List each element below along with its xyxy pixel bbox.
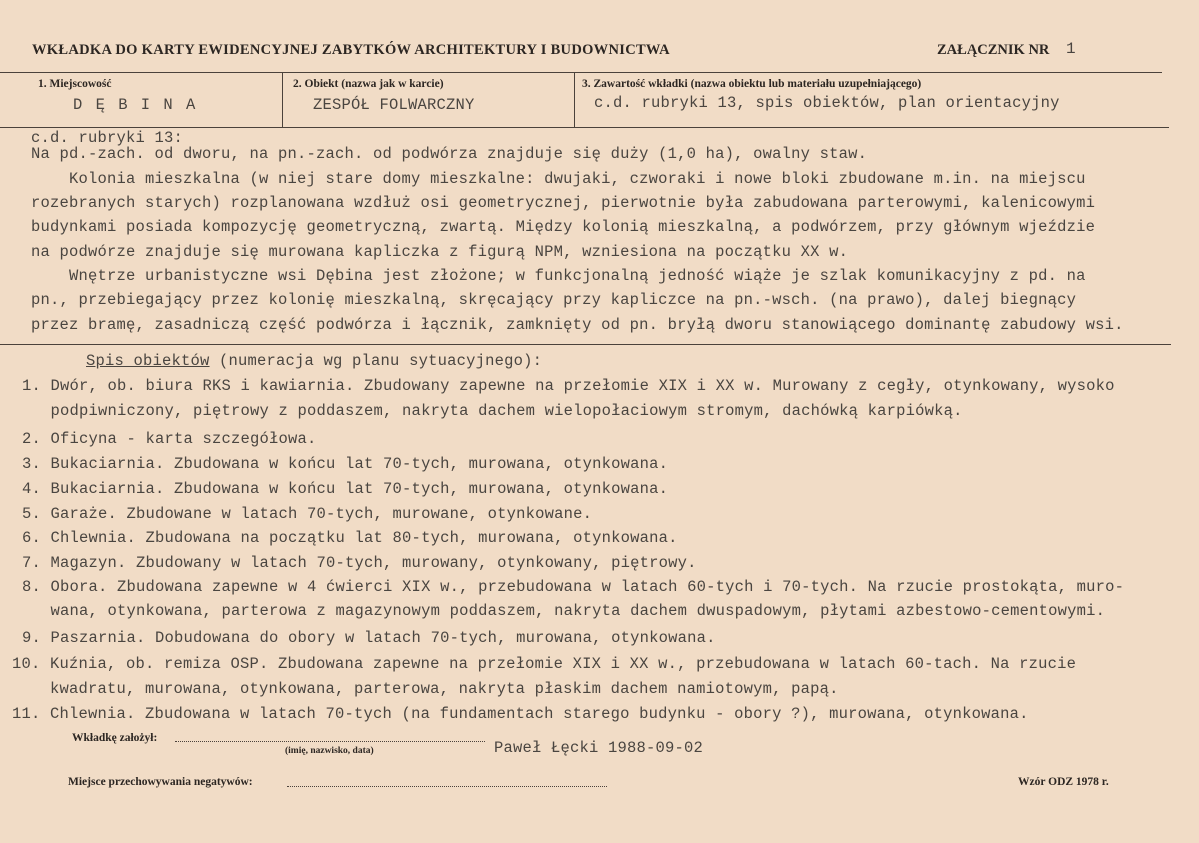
prepared-by-label: Wkładkę założył: [72,732,158,744]
objects-list-heading [86,352,542,370]
contents-label: 3. Zawartość wkładki (nazwa obiektu lub materiału uzupełniającego) [582,78,922,90]
object-entry-line: 10. Kuźnia, ob. remiza OSP. Zbudowana zapewne na przełomie XIX i XX w., przebudowana w latach 60-tach. Na rzucie [12,655,1077,673]
continuation-line: Na pd.-zach. od dworu, na pn.-zach. od podwórza znajduje się duży (1,0 ha), owalny staw. [31,145,868,163]
object-entry-line: 4. Bukaciarnia. Zbudowana w końcu lat 70-tych, murowana, otynkowana. [22,480,669,498]
object-entry-line: wana, otynkowana, parterowa z magazynowym poddaszem, nakryta dachem dwuspadowym, płytami azbestowo-cementowymi. [22,602,1106,620]
continuation-line: Wnętrze urbanistyczne wsi Dębina jest złożone; w funkcjonalną jedność wiąże je szlak komunikacyjny z pd. na [31,267,1086,285]
continuation-line: Kolonia mieszkalna (w niej stare domy mieszkalne: dwujaki, czworaki i nowe bloki zbudowane m.in. na miejscu [31,170,1086,188]
object-entry-line: 8. Obora. Zbudowana zapewne w 4 ćwierci XIX w., przebudowana w latach 60-tych i 70-tych. Na rzucie prostokąta, muro- [22,578,1125,596]
object-entry-line: 6. Chlewnia. Zbudowana na początku lat 80-tych, murowana, otynkowana. [22,529,678,547]
header-rule [0,72,1162,73]
objects-list-heading-note: (numeracja wg planu sytuacyjnego): [209,352,543,370]
object-entry-line: podpiwniczony, piętrowy z poddaszem, nakryta dachem wielopołaciowym stromym, dachówką karpiówką. [22,402,963,420]
annex-number: 1 [1066,40,1076,58]
prepared-by-value: Paweł Łęcki 1988-09-02 [494,739,704,757]
section-rule [0,344,1171,345]
negatives-location-line [287,786,607,787]
locality-label: 1. Miejscowość [38,78,112,90]
contents-value: c.d. rubryki 13, spis obiektów, plan orientacyjny [594,94,1060,112]
field-divider-2 [574,73,575,127]
continuation-line: c.d. rubryki 13: [31,129,184,147]
object-entry-line: 7. Magazyn. Zbudowany w latach 70-tych, murowany, otynkowany, piętrowy. [22,554,697,572]
prepared-by-hint: (imię, nazwisko, data) [285,746,374,756]
object-value: ZESPÓŁ FOLWARCZNY [313,96,475,114]
object-entry-line: 11. Chlewnia. Zbudowana w latach 70-tych (na fundamentach starego budynku - obory ?), murowana, otynkowana. [12,705,1029,723]
object-label: 2. Obiekt (nazwa jak w karcie) [293,78,444,90]
form-title: WKŁADKA DO KARTY EWIDENCYJNEJ ZABYTKÓW ARCHITEKTURY I BUDOWNICTWA [32,42,670,58]
continuation-line: budynkami posiada kompozycję geometryczną, zwartą. Między kolonią mieszkalną, a podwórzem, przy głównym wjeździe [31,218,1096,236]
object-entry-line: 2. Oficyna - karta szczegółowa. [22,430,317,448]
object-entry-line: 1. Dwór, ob. biura RKS i kawiarnia. Zbudowany zapewne na przełomie XIX i XX w. Murowany z cegły, otynkowany, wysoko [22,377,1115,395]
object-entry-line: 3. Bukaciarnia. Zbudowana w końcu lat 70-tych, murowana, otynkowana. [22,455,669,473]
object-entry-line: 9. Paszarnia. Dobudowana do obory w latach 70-tych, murowana, otynkowana. [22,629,716,647]
object-entry-line: kwadratu, murowana, otynkowana, parterowa, nakryta płaskim dachem namiotowym, papą. [12,680,839,698]
continuation-line: przez bramę, zasadniczą część podwórza i łącznik, zamknięty od pn. bryłą dworu stanowiącego dominantę zabudowy wsi. [31,316,1124,334]
field-divider-1 [282,73,283,127]
fields-bottom-rule [0,127,1169,128]
annex-label: ZAŁĄCZNIK NR [937,42,1050,58]
form-template-label: Wzór ODZ 1978 r. [1018,776,1109,788]
continuation-line: pn., przebiegający przez kolonię mieszkalną, skręcający przy kapliczce na pn.-wsch. (na prawo), dalej biegnący [31,291,1077,309]
continuation-line: rozebranych starych) rozplanowana wzdłuż osi geometrycznej, pierwotnie była zabudowana parterowymi, kalenicowymi [31,194,1096,212]
continuation-line: na podwórze znajduje się murowana kapliczka z figurą NPM, wzniesiona na początku XX w. [31,243,849,261]
object-entry-line: 5. Garaże. Zbudowane w latach 70-tych, murowane, otynkowane. [22,505,593,523]
objects-list-heading-title: Spis obiektów [86,352,210,370]
prepared-by-line [175,741,485,742]
locality-value: D Ę B I N A [73,96,198,114]
negatives-location-label: Miejsce przechowywania negatywów: [68,776,253,788]
